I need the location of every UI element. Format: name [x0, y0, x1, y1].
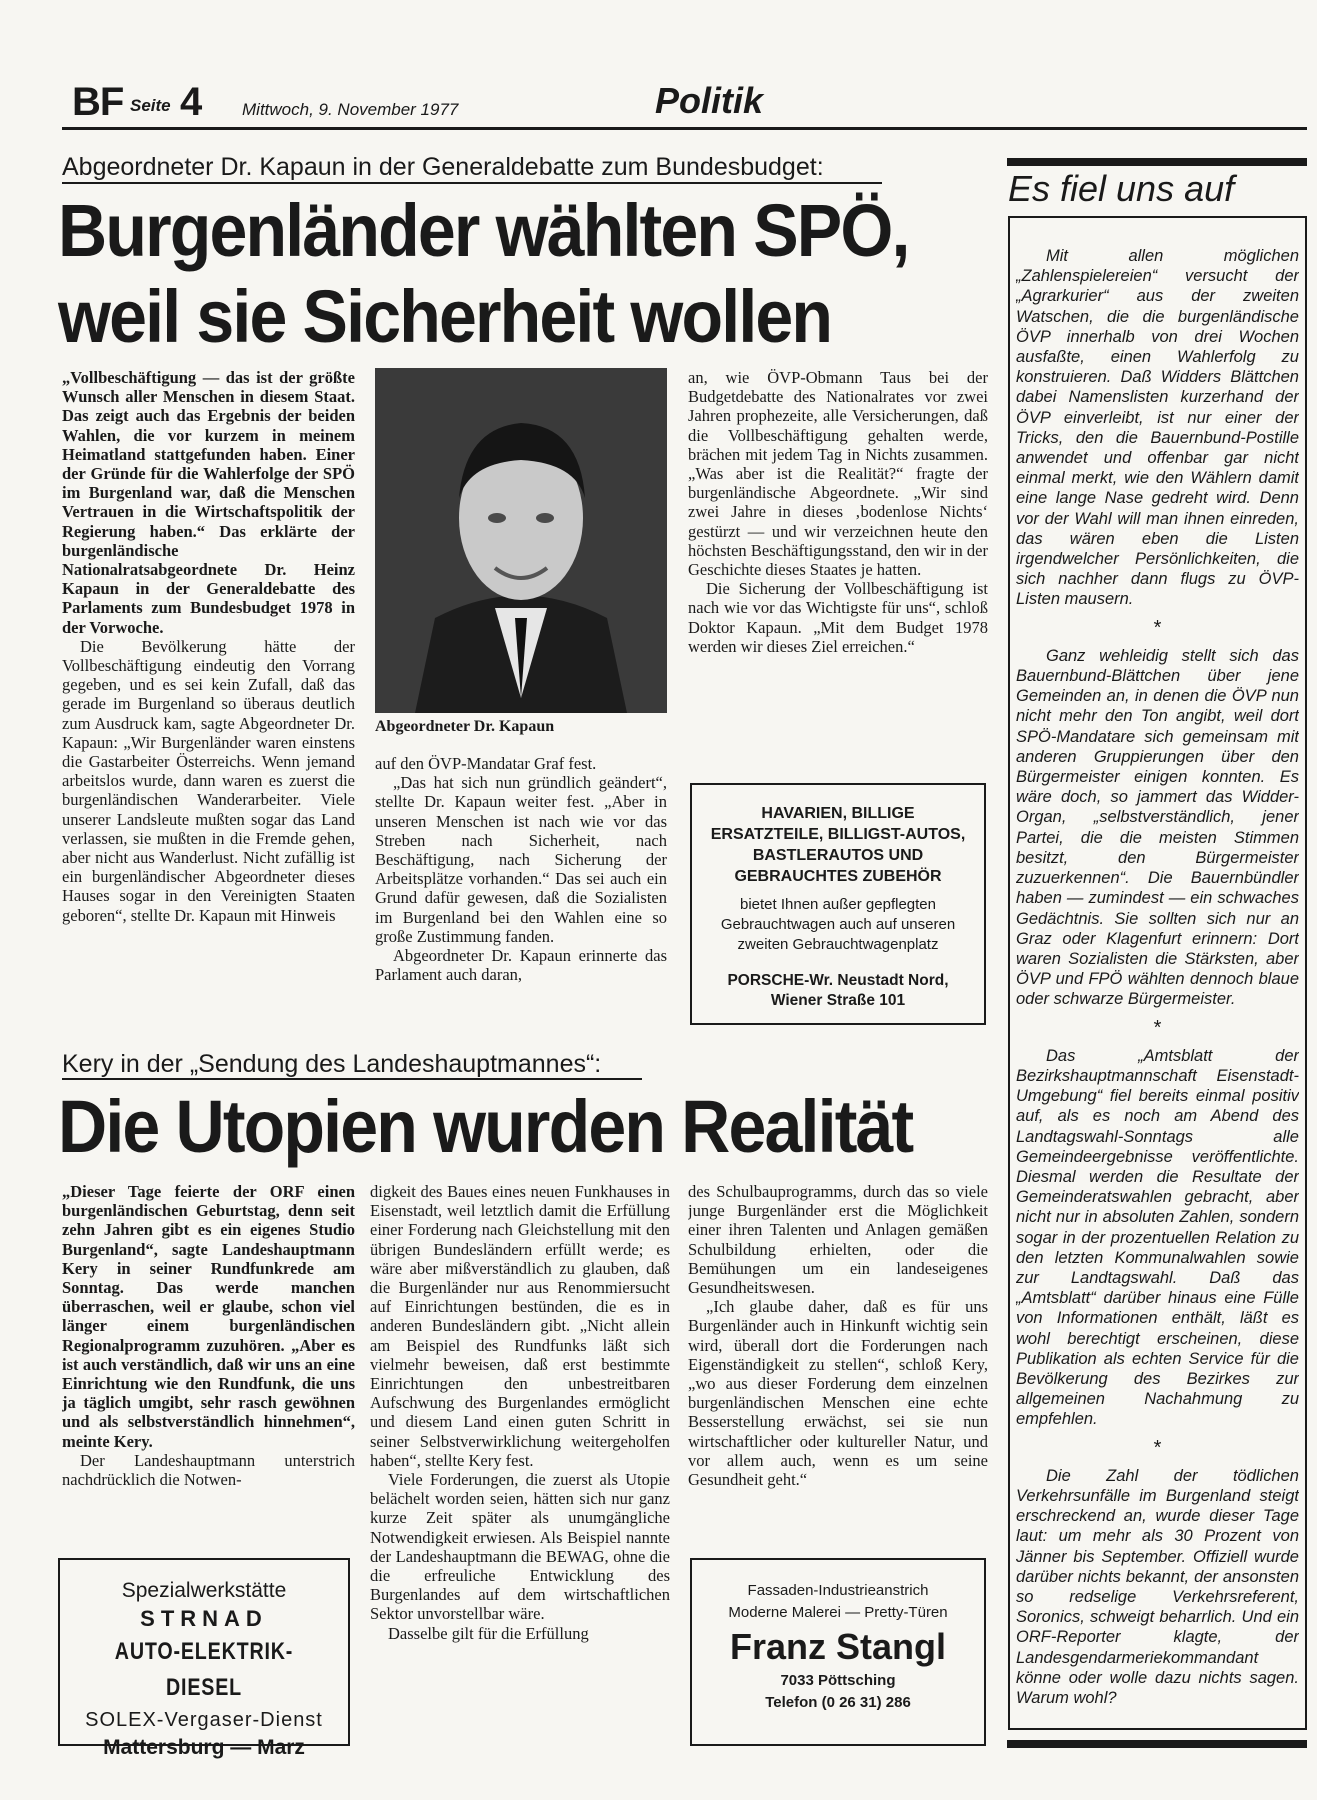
masthead-logo: BF [72, 80, 124, 124]
stangl-ad-name: Franz Stangl [729, 1626, 947, 1667]
article2-kicker: Kery in der „Sendung des Landeshauptmannes“: [62, 1050, 602, 1078]
sidebar-separator-2: * [1153, 1016, 1162, 1039]
stangl-ad-line1: Fassaden-Industrieanstrich [747, 1582, 929, 1599]
stangl-ad-phone: Telefon (0 26 31) 286 [765, 1694, 911, 1711]
strnad-ad-services: AUTO-ELEKTRIK-DIESEL [114, 1638, 294, 1701]
article2-col1-paragraph: Der Landeshauptmann unterstrich nachdrücklich die Notwen- [62, 1450, 355, 1490]
article2-column-1 [62, 1182, 355, 1520]
article1-column-3 [688, 368, 988, 758]
strnad-ad [58, 1558, 350, 1759]
article2-col2-paragraph-2: Viele Forderungen, die zuerst als Utopie belächelt worden seien, hätten sich nur ganz kurze Zeit später als unumgängliche Notwendigkeit erwiesen. Als Beispiel nannte der Landeshauptmann die BEWAG, ohne die die erfreuliche Entwicklung des Burgenlandes auf dem wirtschaftlichen Sektor unvorstellbar wäre. [370, 1470, 670, 1624]
article1-kicker: Abgeordneter Dr. Kapaun in der Generaldebatte zum Bundesbudget: [62, 153, 824, 181]
strnad-ad-name: STRNAD [140, 1606, 268, 1631]
stangl-ad-line2: Moderne Malerei — Pretty-Türen [728, 1604, 948, 1621]
portrait-image [375, 368, 667, 713]
article2-col2-paragraph-1: digkeit des Baues eines neuen Funkhauses in Eisenstadt, weil letztlich damit die Erfüllung einer Forderung nach Gleichstellung mit den übrigen Bundesländern erfüllt werde; es wäre aber mißverständlich zu glauben, daß die Burgenländer nur aus Renommiersucht auf Einrichtungen bestünden, die es in anderen Bundesländern gibt. „Nicht allein am Beispiel des Rundfunks läßt sich vielmehr beweisen, daß erst bestimmte Einrichtungen den unbestreitbaren Aufschwung des Burgenlandes ermöglicht und diesem Land einen guten Schritt in seiner Selbstverwirklichung weitergeholfen haben“, stellte Kery fest. [370, 1182, 670, 1470]
article1-lead: „Vollbeschäftigung — das ist der größte Wunsch aller Menschen in diesem Staat. Das zeigt auch das Ergebnis der beiden Wahlen, die vor kurzem in meinem Heimatland stattgefunden haben. Einer der Gründe für die Wahlerfolge der SPÖ im Burgenland war, daß die Menschen Vertrauen in die Wirtschaftspolitik der Regierung haben.“ Das erklärte der burgenländische Nationalratsabgeordnete Dr. Heinz Kapaun in der Generaldebatte des Parlaments zum Bundesbudget 1978 in der Vorwoche. [62, 368, 355, 637]
porsche-ad-footer: PORSCHE-Wr. Neustadt Nord, Wiener Straße 101 [727, 972, 949, 1009]
article1-headline-line2: weil sie Sicherheit wollen [58, 275, 832, 358]
article2-column-3 [688, 1182, 988, 1532]
article1-column-2 [375, 754, 667, 1010]
sidebar-separator-1: * [1153, 616, 1162, 639]
porsche-ad-headline: HAVARIEN, BILLIGE ERSATZTEILE, BILLIGST-AUTOS, BASTLERAUTOS UND GEBRAUCHTES ZUBEHÖR [710, 805, 966, 885]
article1-photo [375, 368, 667, 713]
sidebar-separator-3: * [1153, 1436, 1162, 1459]
strnad-ad-solex: SOLEX-Vergaser-Dienst [85, 1709, 323, 1731]
stangl-ad [690, 1558, 986, 1746]
sidebar-title: Es fiel uns auf [1008, 168, 1235, 209]
article1-column-1 [62, 368, 355, 1010]
strnad-ad-location: Mattersburg — Marz [103, 1736, 305, 1759]
porsche-ad-body: bietet Ihnen außer gepflegten Gebrauchtwagen auch auf unseren zweiten Gebrauchtwagenplatz [720, 896, 956, 953]
strnad-ad-line1: Spezialwerkstätte [121, 1579, 287, 1602]
masthead-rule [62, 127, 1307, 130]
masthead-page-number: 4 [180, 80, 203, 124]
article2-kicker-rule [62, 1078, 642, 1080]
article2-column-2 [370, 1182, 670, 1744]
sidebar-item-4: Die Zahl der tödlichen Verkehrsunfälle im Burgenland steigt erschreckend an, wurde dieser Tage laut: um mehr als 30 Prozent von Jänner bis September. Offiziell wurde darüber nichts bekannt, der ansonsten so redselige Verkehrsreferent, Soronics, schweigt beharrlich. Und ein ORF-Reporter klagte, der Landesgendarmeriekommandant könne oder wolle dazu nichts sagen. Warum wohl? [1016, 1466, 1299, 1708]
article1-headline-line1: Burgenländer wählten SPÖ, [58, 189, 909, 272]
article2-col2-paragraph-3: Dasselbe gilt für die Erfüllung [388, 1623, 589, 1643]
article1-col2-paragraph-2: „Das hat sich nun gründlich geändert“, stellte Dr. Kapaun weiter fest. „Aber in unseren Menschen ist nach wie vor das Streben nach Sicherheit, nach Beschäftigung, nach Sicherung der Arbeitsplätze vorhanden.“ Das sei auch ein Grund dafür gewesen, daß die Sozialisten im Burgenland bei den Wahlen eine so große Zustimmung fanden. [375, 773, 667, 946]
sidebar-item-1: Mit allen möglichen „Zahlenspielereien“ versucht der „Agrarkurier“ aus der zweiten Watschen, die die burgenländische ÖVP innerhalb von drei Wochen ausfaßte, einen Wahlerfolg zu konstruieren. Daß Widders Blättchen dabei Namenslisten kurzerhand der ÖVP einverleibt, ist nur einer der Tricks, den die Bauernbund-Postille anwendet und offenbar gar nicht einmal merkt, wie den Wählern damit eine lange Nase gedreht wird. Denn vor der Wahl will man ihnen einreden, das wären eben die Listen irgendwelcher Persönlichkeiten, die sich nachher dann flugs zu ÖVP-Listen mausern. [1016, 247, 1299, 609]
sidebar-text [1016, 246, 1299, 1716]
article1-kicker-rule [62, 182, 882, 184]
article2-lead: „Dieser Tage feierte der ORF einen burgenländischen Geburtstag, denn seit zehn Jahren gibt es ein eigenes Studio Burgenland“, sagte Landeshauptmann Kery in seiner Rundfunkrede am Sonntag. Das werde manchen überraschen, weil er glaube, schon viel länger einem burgenländischen Regionalprogramm zuzuhören. „Aber es ist auch verständlich, daß wir uns an eine Einrichtung wie den Rundfunk, die uns ja täglich umgibt, sehr rasch gewöhnen und als selbstverständlich hinnehmen“, meinte Kery. [62, 1182, 355, 1451]
article1-col2-paragraph-3: Abgeordneter Dr. Kapaun erinnerte das Parlament auch daran, [375, 946, 667, 985]
article1-col3-paragraph-1: an, wie ÖVP-Obmann Taus bei der Budgetdebatte des Nationalrates vor zwei Jahren prophezeite, alle Versicherungen, daß die Vollbeschäftigung gehalten werde, brächen mit jedem Tag in Nichts zusammen. „Was aber ist die Realität?“ fragte der burgenländische Abgeordnete. „Wir sind zwei Jahre in dieses ‚bodenlose Nichts‘ gestürzt — und wir verzeichnen heute den höchsten Beschäftigungsstand, den wir in der Geschichte dieses Staates je hatten. [688, 368, 988, 580]
masthead-seite-label: Seite [130, 96, 171, 115]
sidebar-top-bar [1007, 158, 1307, 166]
stangl-ad-address: 7033 Pöttsching [780, 1672, 896, 1689]
sidebar-item-3: Das „Amtsblatt der Bezirkshauptmannschaft Eisenstadt-Umgebung“ fiel bereits einmal positiv auf, als es noch am Abend des Landtagswahl-Sonntags alle Gemeindeergebnisse veröffentlichte. Diesmal werden die Resultate der Gemeinderatswahlen gebracht, aber nicht nur in absoluten Zahlen, sondern sogar in der prozentuellen Relation zu den letzten Kommunalwahlen sowie zur Landtagswahl. Daß das „Amtsblatt“ darüber hinaus eine Fülle von Informationen enthält, läßt es wohl berechtigt erscheinen, diese Publikation als echten Service für die Bevölkerung des Bezirkes zur allgemeinen Nachahmung zu empfehlen. [1016, 1046, 1299, 1429]
article2-headline: Die Utopien wurden Realität [58, 1085, 913, 1168]
sidebar-bottom-bar [1007, 1740, 1307, 1748]
masthead-section: Politik [655, 80, 764, 121]
article1-col1-paragraph: Die Bevölkerung hätte der Vollbeschäftigung eindeutig den Vorrang gegeben, und es sei kein Zufall, daß das gerade im Burgenland so überaus deutlich zum Ausdruck kam, sagte Abgeordneter Dr. Kapaun: „Wir Burgenländer waren einstens die Gastarbeiter Österreichs. Wenn jemand arbeitslos wurde, dann waren es zuerst die burgenländischen Wanderarbeiter. Viele unserer Landsleute mußten sogar das Land verlassen, sie mußten in die Fremde gehen, aber nicht aus Wanderlust. Nicht zufällig ist ein burgenländischer Abgeordneter dieses Hauses sogar in den Vereinigten Staaten geboren“, stellte Dr. Kapaun mit Hinweis [62, 636, 355, 925]
article2-col3-paragraph-2: „Ich glaube daher, daß es für uns Burgenländer auch in Hinkunft wichtig sein wird, überall dort die Forderungen nach Eigenständigkeit zu stellen“, schloß Kery, „wo aus dieser Forderung dem einzelnen burgenländischen Menschen eine echte Besserstellung erwächst, sei sie nun wirtschaftlicher oder kultureller Natur, und vor allem auch, wenn es um seine Gesundheit geht.“ [688, 1297, 988, 1490]
porsche-ad [690, 783, 986, 1025]
article1-photo-caption: Abgeordneter Dr. Kapaun [375, 718, 555, 735]
article1-col3-paragraph-2: Die Sicherung der Vollbeschäftigung ist nach wie vor das Wichtigste für uns“, schloß Doktor Kapaun. „Mit dem Budget 1978 werden wir dieses Ziel erreichen.“ [688, 579, 988, 656]
sidebar-item-2: Ganz wehleidig stellt sich das Bauernbund-Blättchen über jene Gemeinden an, in denen die ÖVP nun nicht mehr den Ton angibt, weil dort SPÖ-Mandatare sich gemeinsam mit anderen Gruppierungen über den Bürgermeister einigen konnten. Es wäre doch, so jammert das Widder-Organ, „selbstverständlich, jener Partei, die die meisten Stimmen besitzt, den Bürgermeister zuzuerkennen“. Die Bauernbündler haben — zumindest — ein schwaches Gedächtnis. Sie sollten sich nur an Graz oder Klagenfurt erinnern: Dort waren Sozialisten die Stärksten, aber ÖVP und FPÖ wählten dennoch blaue oder schwarze Bürgermeister. [1016, 646, 1299, 1009]
article1-col2-paragraph-1: auf den ÖVP-Mandatar Graf fest. [375, 754, 597, 773]
masthead-date: Mittwoch, 9. November 1977 [242, 100, 459, 119]
article2-col3-paragraph-1: des Schulbauprogramms, durch das so viele junge Burgenländer erst die Möglichkeit einer ihren Talenten und Anlagen gemäßen Schulbildung erhielten, oder die Bemühungen um ein landeseigenes Gesundheitswesen. [688, 1182, 988, 1298]
